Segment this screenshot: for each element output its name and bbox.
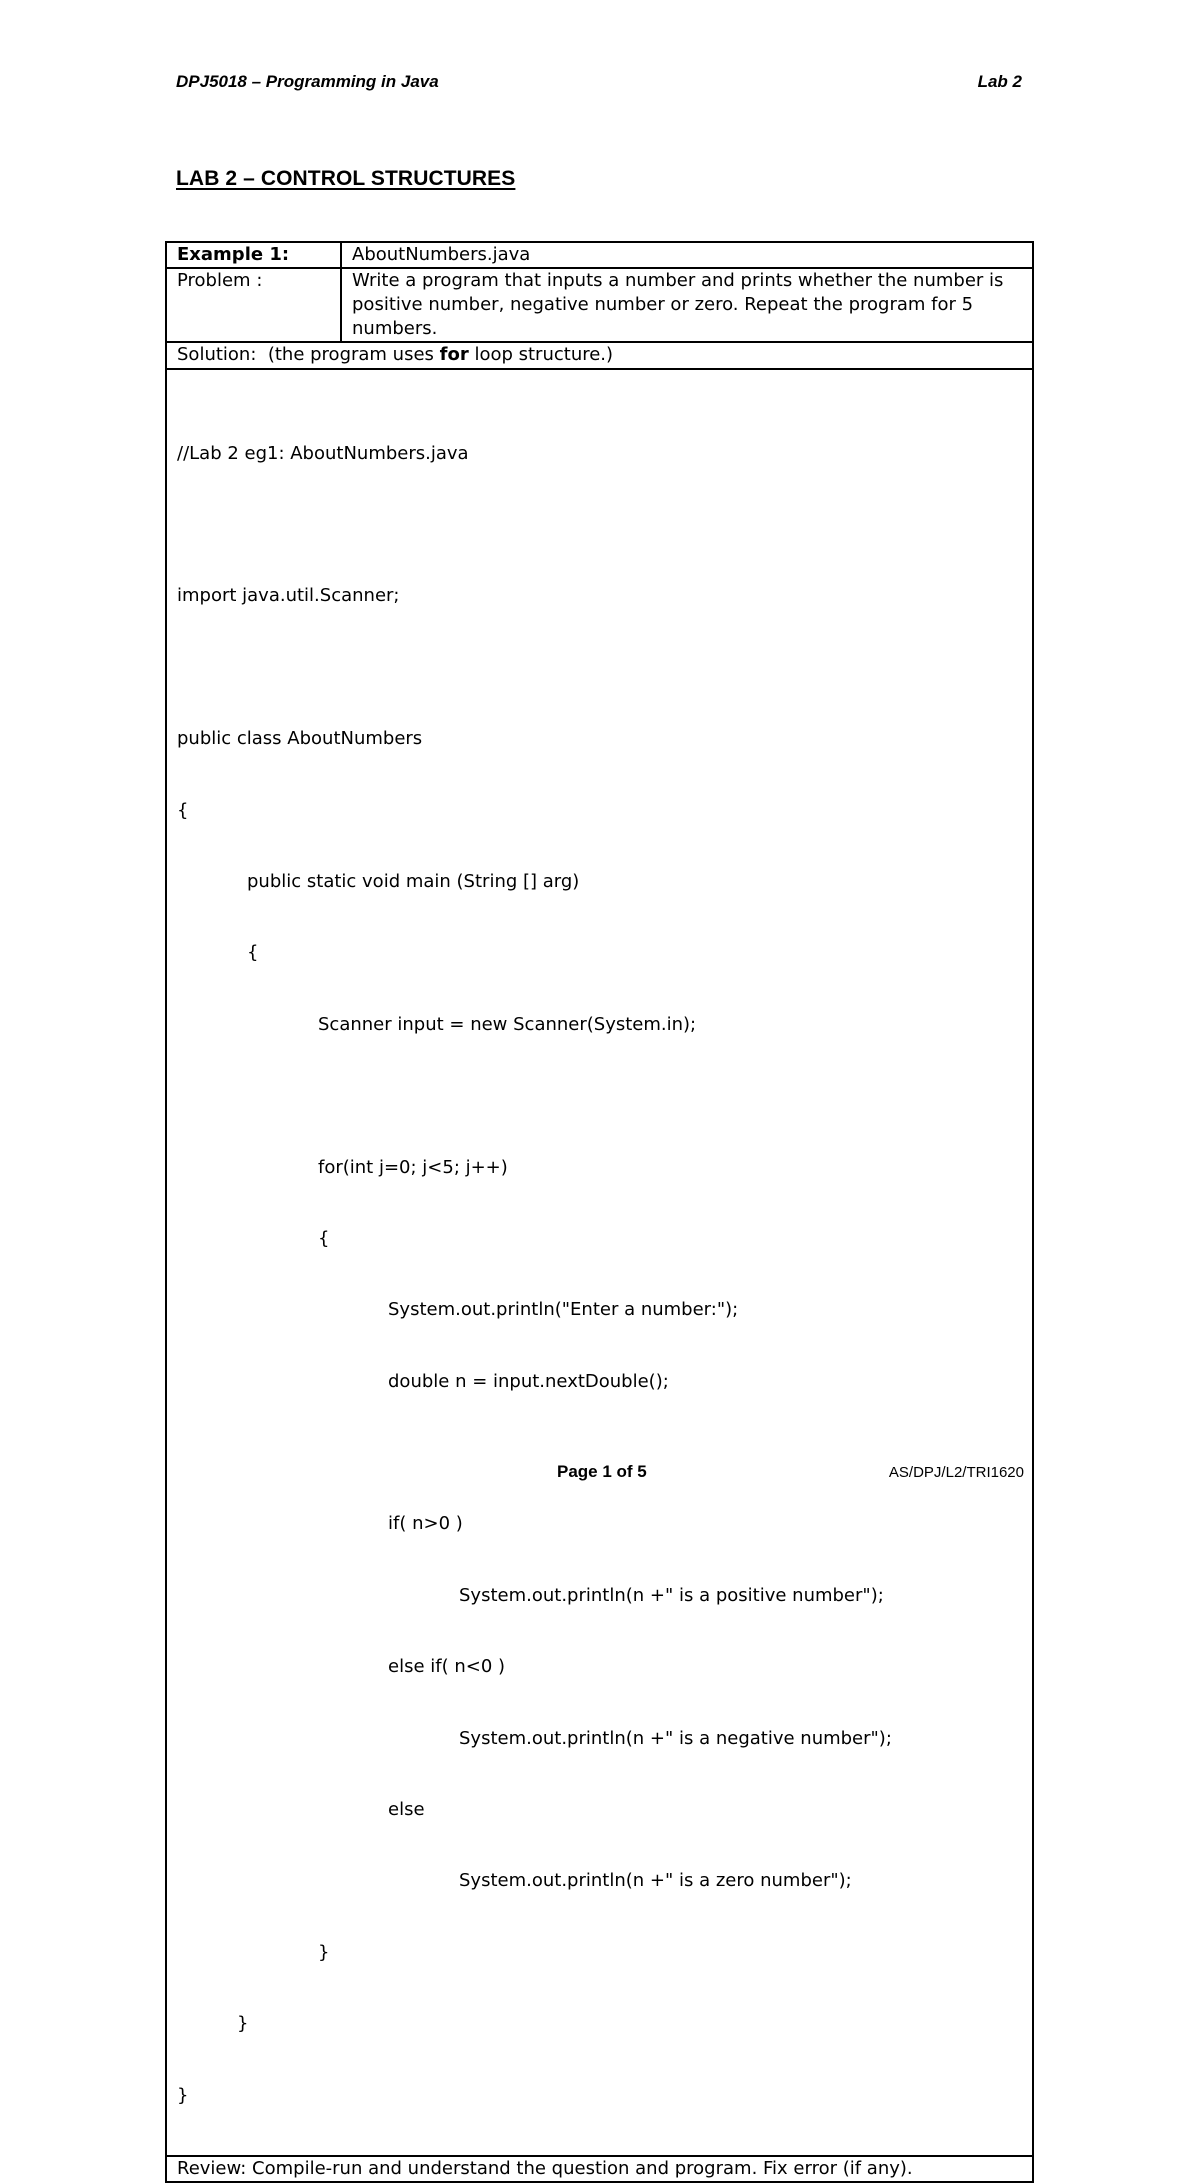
problem-label: Problem : — [166, 268, 341, 342]
code-line: System.out.println("Enter a number:"); — [388, 1299, 739, 1321]
code-line: public class AboutNumbers — [177, 728, 423, 750]
code-line: System.out.println(n +" is a zero number"); — [459, 1870, 852, 1892]
code-line: import java.util.Scanner; — [177, 585, 400, 607]
footer-page-number: Page 1 of 5 — [557, 1462, 647, 1481]
header-lab-number: Lab 2 — [977, 72, 1022, 91]
example-row — [166, 242, 1033, 268]
code-line: else — [388, 1799, 425, 1821]
problem-text: Write a program that inputs a number and prints whether the number is positive number, negative number or zero. Repeat the program for 5 numbers. — [341, 268, 1033, 342]
code-cell — [166, 369, 1033, 2156]
problem-row — [166, 268, 1033, 342]
solution-cell — [166, 342, 1033, 369]
review-text: Review: Compile-run and understand the question and program. Fix error (if any). — [166, 2156, 1033, 2182]
code-row — [166, 369, 1033, 2156]
solution-row — [166, 342, 1033, 369]
solution-prefix: Solution: (the program uses — [177, 344, 440, 365]
code-line: { — [177, 799, 189, 821]
code-line: double n = input.nextDouble(); — [388, 1370, 669, 1392]
solution-keyword: for — [439, 344, 469, 365]
code-line: System.out.println(n +" is a positive number"); — [459, 1584, 884, 1606]
lab-example-table — [165, 241, 1034, 2183]
code-line: Scanner input = new Scanner(System.in); — [318, 1013, 697, 1035]
code-line: System.out.println(n +" is a negative number"); — [459, 1727, 892, 1749]
code-line: { — [318, 1227, 330, 1249]
code-line: //Lab 2 eg1: AboutNumbers.java — [177, 442, 469, 464]
page-title: LAB 2 – CONTROL STRUCTURES — [176, 167, 516, 190]
code-line: else if( n<0 ) — [388, 1656, 506, 1678]
example-filename: AboutNumbers.java — [341, 242, 1033, 268]
example-label: Example 1: — [166, 242, 341, 268]
code-line — [177, 513, 1022, 537]
footer-document-code: AS/DPJ/L2/TRI1620 — [888, 1464, 1024, 1481]
header-course-title: DPJ5018 – Programming in Java — [176, 72, 439, 91]
code-line: { — [247, 942, 259, 964]
code-line: } — [177, 2084, 189, 2106]
code-line: public static void main (String [] arg) — [247, 870, 580, 892]
code-line: } — [318, 1941, 330, 1963]
code-line: for(int j=0; j<5; j++) — [318, 1156, 508, 1178]
code-line — [177, 1084, 1022, 1108]
solution-suffix: loop structure.) — [468, 344, 614, 365]
review-row — [166, 2156, 1033, 2182]
code-line: } — [237, 2013, 249, 2035]
code-block — [177, 370, 1022, 2155]
code-line: if( n>0 ) — [388, 1513, 463, 1535]
code-line — [177, 656, 1022, 680]
